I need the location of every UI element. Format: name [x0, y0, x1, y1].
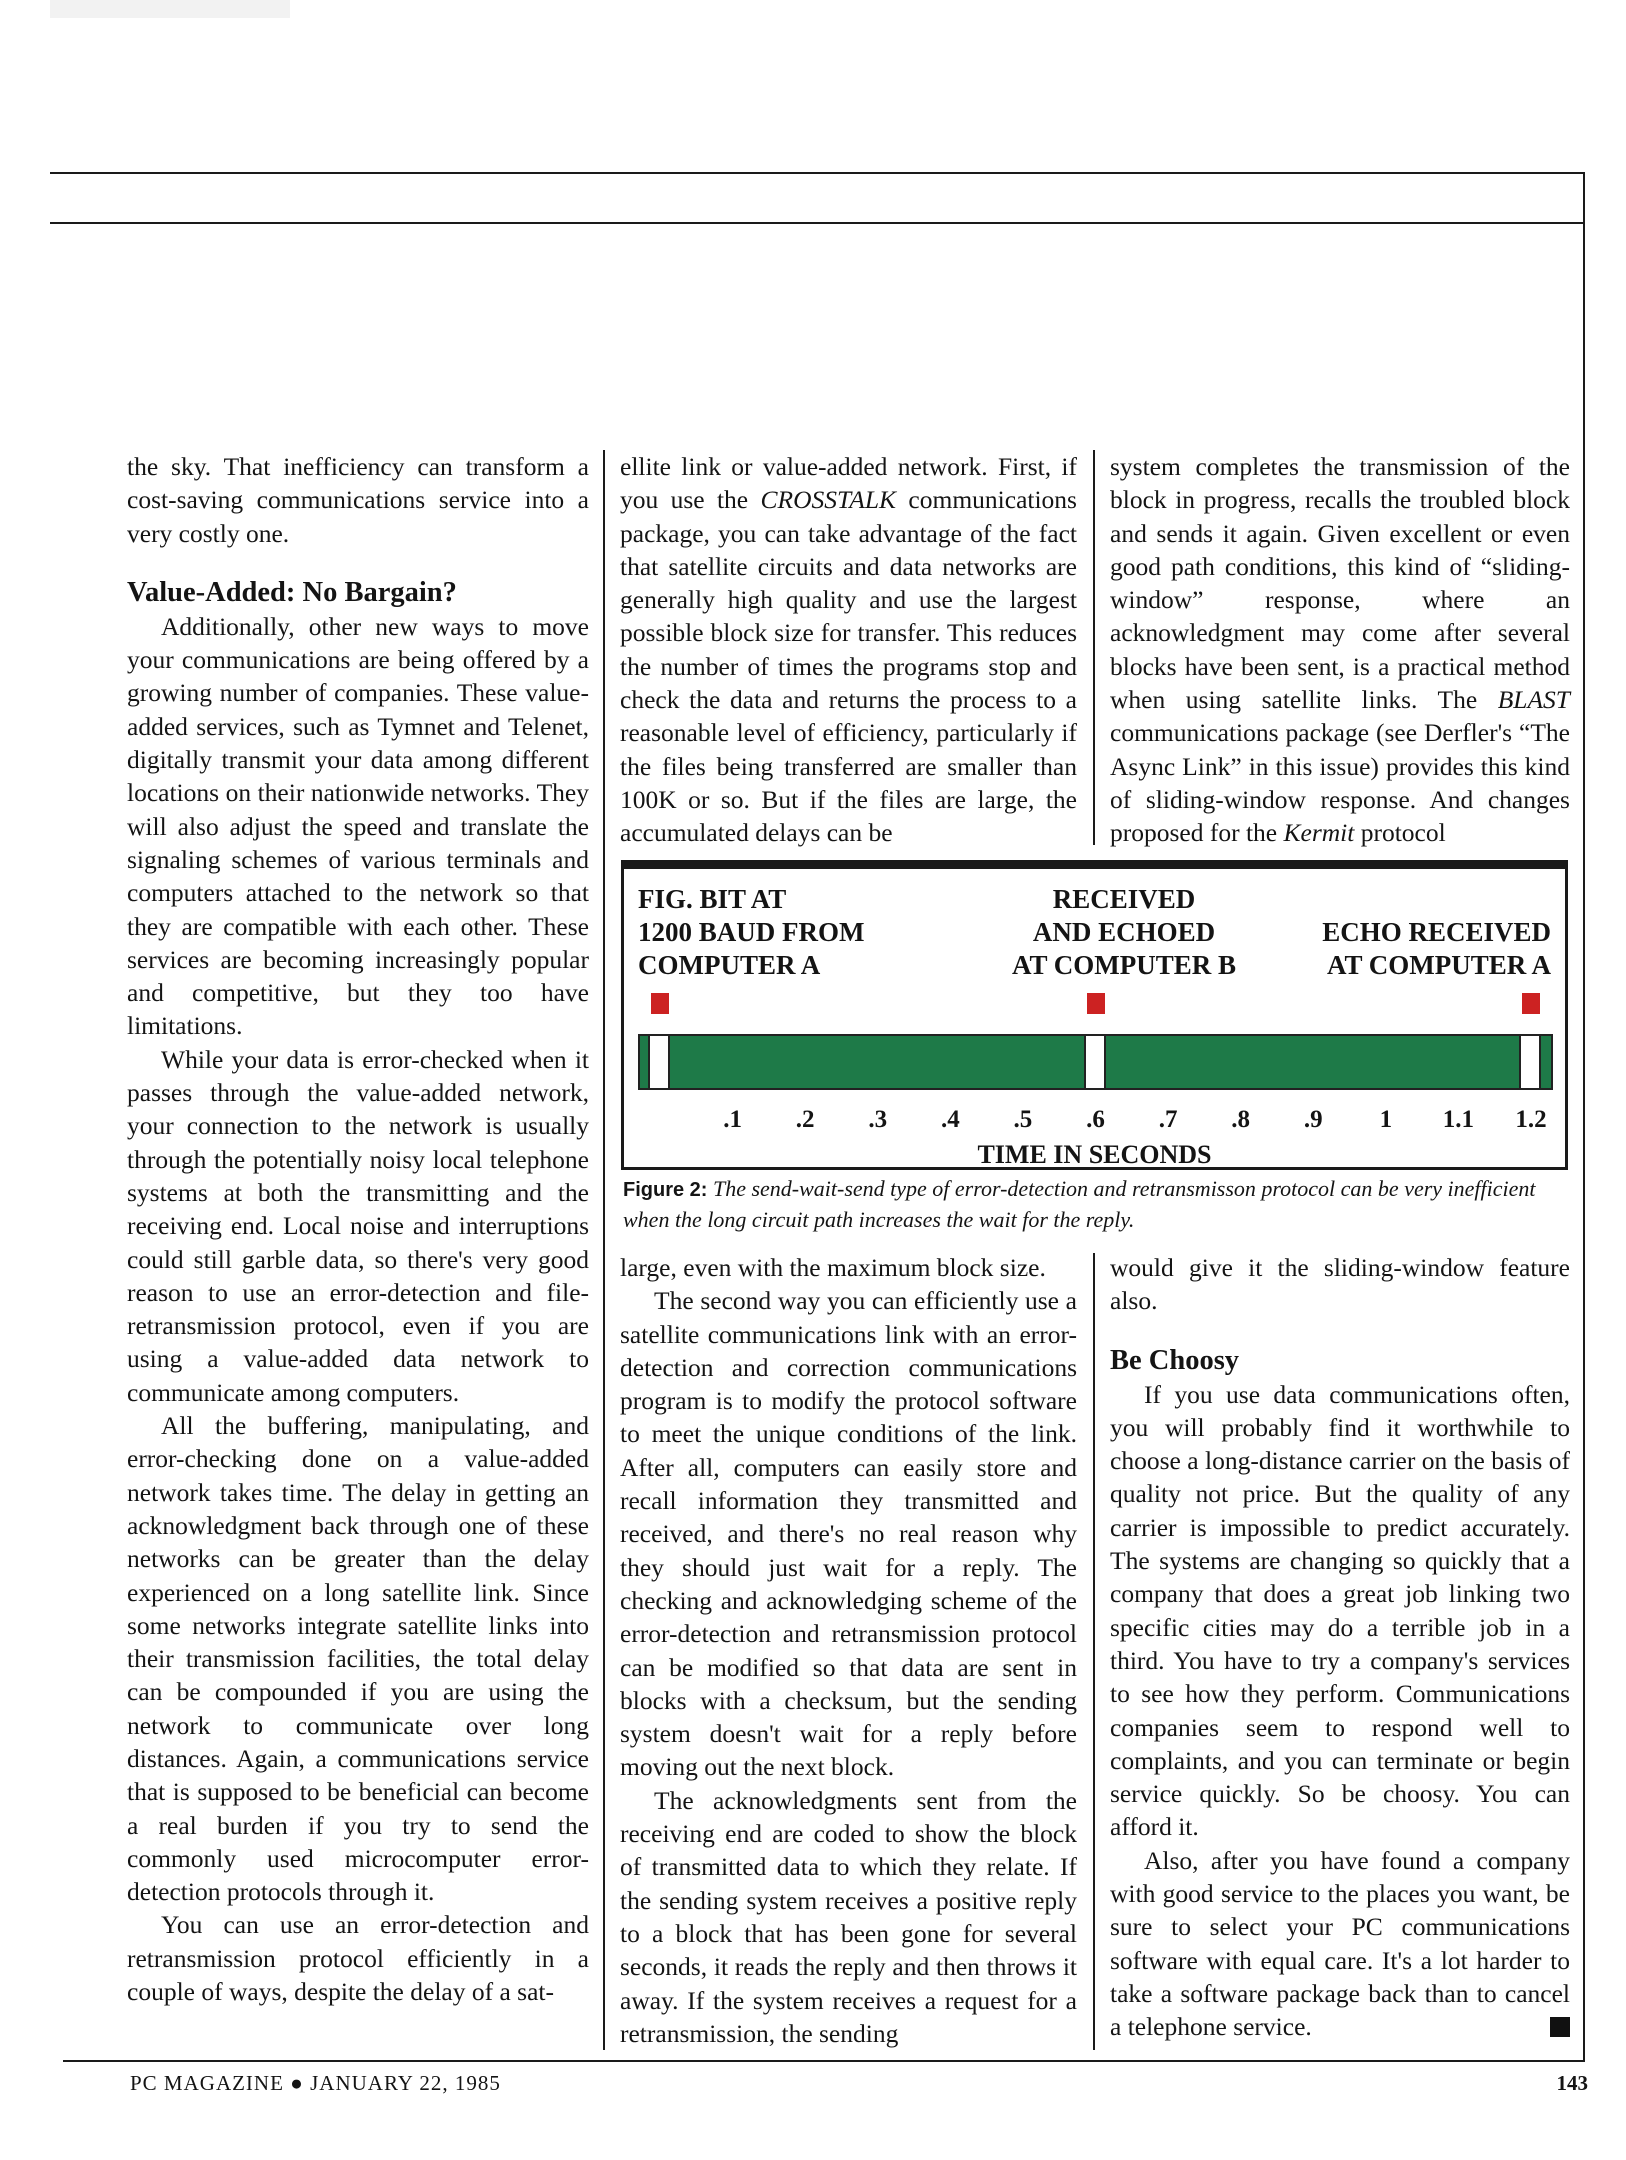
label-line: AT COMPUTER A [1326, 950, 1551, 980]
section-heading: Value-Added: No Bargain? [127, 576, 457, 608]
tick-label: .5 [1013, 1106, 1033, 1133]
column-3-top [1110, 450, 1570, 850]
tick-label: .3 [868, 1106, 888, 1133]
text-run: communications package (see Derfler's “The Async Link” in this issue) provides this kind of sliding-window response. And changes proposed for the [1110, 718, 1570, 848]
text-run: ellite link or value-added network. First, if you use the [620, 452, 1077, 515]
paragraph: While your data is error-checked when it passes through the value-added network, your connection to the network is usually through the potentially noisy local telephone systems at both the transmitting and the receiving end. Local noise and interruptions could still garble data, so there's very good reason to use an error-detection and file-retransmission protocol, even if you are using a value-added data network to communicate among computers. [127, 1044, 589, 1407]
column-1 [127, 450, 589, 2008]
text-run: system completes the transmission of the block in progress, recalls the troubled block and sends it again. Given excellent or even good path conditions, this kind of “sliding-window” response, where an acknowledgment may come after several blocks have been sent, is a practical method when using satellite links. The [1110, 452, 1570, 715]
bar-event-gap [648, 1036, 670, 1088]
product-name: BLAST [1497, 685, 1570, 715]
column-divider-2-top [1093, 450, 1095, 845]
right-border [1583, 172, 1585, 2062]
tick-label: .4 [940, 1106, 960, 1133]
column-divider-2-bottom [1093, 1253, 1095, 2050]
paragraph [620, 450, 1077, 850]
timeline-bar [638, 1034, 1553, 1090]
tick-label: .7 [1158, 1106, 1178, 1133]
label-line: ECHO RECEIVED [1322, 917, 1551, 947]
axis-title: TIME IN SECONDS [977, 1140, 1212, 1169]
label-computer-a-receive [1322, 916, 1551, 982]
label-line: AT COMPUTER B [1011, 950, 1236, 980]
paragraph: If you use data communications often, you will probably find it worthwhile to choose a long-distance carrier on the basis of quality not price. But the quality of any carrier is impossible to predict accurately. The systems are changing so quickly that a company that does a great job linking two specific cities may do a terrible job in a third. You have to try a company's services to see how they perform. Communications companies seem to respond well to complaints, and you can terminate or begin service quickly. So be choosy. You can afford it. [1110, 1379, 1570, 1842]
label-line: COMPUTER A [638, 950, 821, 980]
tick-label: 1 [1379, 1106, 1393, 1133]
bar-event-gap [1519, 1036, 1541, 1088]
tick-label: .1 [723, 1106, 742, 1133]
top-rule [50, 172, 1585, 174]
figure-caption [623, 1174, 1568, 1235]
bar-event-gap [1084, 1036, 1106, 1088]
column-2-bottom [620, 1251, 1077, 2050]
tick-label: .8 [1231, 1106, 1251, 1133]
column-3-bottom [1110, 1251, 1570, 2044]
event-marker [1087, 993, 1105, 1014]
tick-label: .6 [1086, 1106, 1105, 1133]
paragraph: the sky. That inefficiency can transform a cost-saving communications service into a very costly one. [127, 452, 589, 548]
header-strip [50, 0, 290, 18]
paragraph: large, even with the maximum block size. [620, 1253, 1046, 1282]
tick-label: 1.2 [1515, 1106, 1547, 1133]
paragraph: The acknowledgments sent from the receiving end are coded to show the block of transmitted data to which they relate. If the sending system receives a positive reply to a block that has been gone for several seconds, it reads the reply and then throws it away. If the system receives a request for a retransmission, the sending [620, 1785, 1077, 2048]
label-computer-a-send [638, 883, 864, 982]
page-number: 143 [1556, 2071, 1588, 2095]
label-line: FIG. BIT AT [638, 884, 787, 914]
label-line: RECEIVED [1052, 884, 1196, 914]
section-heading: Be Choosy [1110, 1344, 1240, 1376]
caption-label: Figure 2: [623, 1179, 708, 1201]
bottom-rule [63, 2060, 1585, 2062]
tick-label: 1.1 [1442, 1106, 1475, 1133]
caption-text: The send-wait-send type of error-detection and retransmisson protocol can be very inefficient when the long circuit path increases the wait for the reply. [623, 1176, 1536, 1232]
product-name: Kermit [1283, 818, 1355, 848]
label-line: 1200 BAUD FROM [638, 917, 865, 947]
paragraph: You can use an error-detection and retransmission protocol efficiently in a couple of ways, despite the delay of a sat- [127, 1910, 589, 2007]
tick-label: .2 [795, 1106, 815, 1133]
label-line: AND ECHOED [1032, 917, 1216, 947]
text-run: Also, after you have found a company with good service to the places you want, be sure to select your PC communications software with equal care. It's a lot harder to take a software package back than to cancel a telephone service. [1110, 1845, 1570, 2042]
event-marker [1522, 993, 1540, 1014]
figure-2 [621, 860, 1568, 1170]
paragraph: The second way you can efficiently use a satellite communications link with an error-detection and correction communications program is to modify the protocol software to meet the unique conditions of the link. After all, computers can easily store and recall information they transmitted and received, and there's no real reason why they should just wait for a reply. The checking and acknowledging scheme of the error-detection and retransmission protocol can be modified so that data are sent in blocks with a checksum, but the sending system doesn't wait for a reply before moving out the next block. [620, 1286, 1077, 1782]
end-of-article-mark [1550, 2017, 1570, 2037]
footer-publication: PC MAGAZINE ● JANUARY 22, 1985 [130, 2071, 501, 2095]
tick-label: .9 [1303, 1106, 1323, 1133]
text-run: communications package, you can take advantage of the fact that satellite circuits and data networks are generally high quality and use the largest possible block size for transfer. This reduces the number of times the programs stop and check the data and returns the process to a reasonable level of efficiency, particularly if the files being transferred are smaller than 100K or so. But if the files are large, the accumulated delays can be [620, 485, 1077, 848]
paragraph: Additionally, other new ways to move your communications are being offered by a growing number of companies. These value-added services, such as Tymnet and Telenet, digitally transmit your data among different locations on their nationwide networks. They will also adjust the speed and translate the signaling schemes of various terminals and computers attached to the network so that they are compatible with each other. These services are becoming increasingly popular and competitive, but they too have limitations. [127, 611, 589, 1041]
paragraph: would give it the sliding-window feature also. [1110, 1253, 1570, 1316]
product-name: CROSSTALK [760, 485, 897, 515]
header-rule [50, 222, 1585, 224]
text-run: protocol [1354, 818, 1446, 848]
column-2-top [620, 450, 1077, 850]
event-marker [651, 993, 669, 1014]
paragraph [1110, 450, 1570, 850]
paragraph [1110, 1844, 1570, 2044]
paragraph: All the buffering, manipulating, and error-checking done on a value-added network takes time. The delay in getting an acknowledgment back through one of these networks can be greater than the delay experienced on a long satellite link. Since some networks integrate satellite links into their transmission facilities, the total delay can be compounded if you are using the network to communicate over long distances. Again, a communications service that is supposed to be beneficial can become a real burden if you try to send the commonly used microcomputer error-detection protocols through it. [127, 1411, 589, 1907]
column-divider-1 [603, 450, 605, 2050]
label-computer-b-echo [964, 883, 1284, 982]
